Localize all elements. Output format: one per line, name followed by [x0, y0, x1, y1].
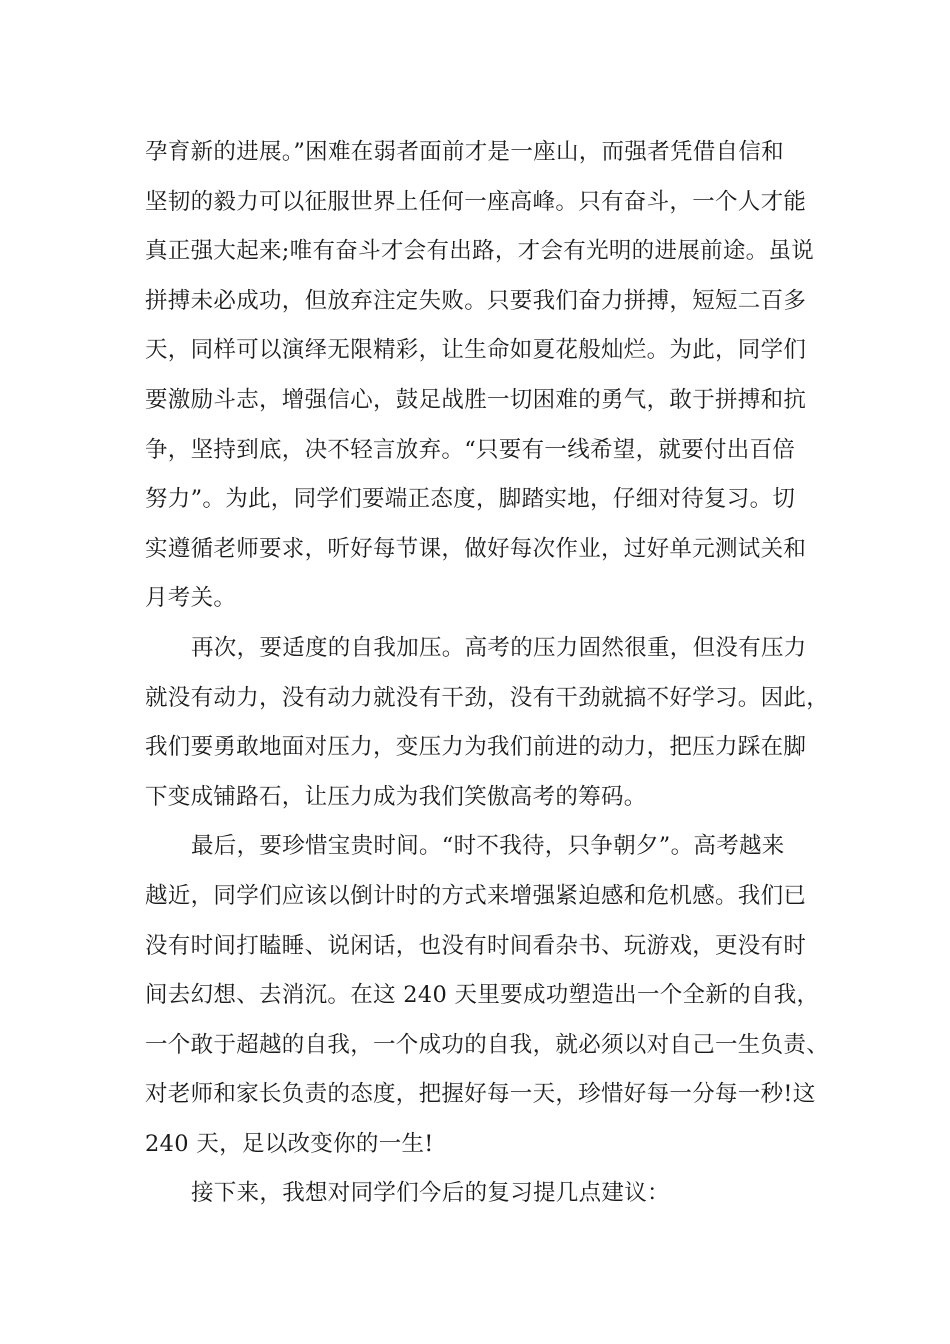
text-line: 再次，要适度的自我加压。高考的压力固然很重，但没有压力 [191, 634, 807, 661]
text-line: 越近，同学们应该以倒计时的方式来增强紧迫感和危机感。我们已 [145, 882, 807, 909]
text-line: 月考关。 [145, 585, 237, 612]
text-line: 实遵循老师要求，听好每节课，做好每次作业，过好单元测试关和 [145, 535, 807, 562]
text-line: 接下来，我想对同学们今后的复习提几点建议： [191, 1180, 670, 1207]
text-line: 坚韧的毅力可以征服世界上任何一座高峰。只有奋斗，一个人才能 [145, 188, 807, 215]
text-line: 下变成铺路石，让压力成为我们笑傲高考的筹码。 [145, 783, 647, 810]
text-line: 要激励斗志，增强信心，鼓足战胜一切困难的勇气，敢于拼搏和抗 [145, 386, 807, 413]
text-line: 我们要勇敢地面对压力，变压力为我们前进的动力，把压力踩在脚 [145, 734, 807, 761]
text-line: 努力”。为此，同学们要端正态度，脚踏实地，仔细对待复习。切 [145, 486, 796, 513]
paragraph-4 [145, 1169, 835, 1219]
text-line: 对老师和家长负责的态度，把握好每一天，珍惜好每一分每一秒!这 [145, 1081, 816, 1108]
text-line: 没有时间打瞌睡、说闲话，也没有时间看杂书、玩游戏，更没有时 [145, 932, 807, 959]
text-line: 就没有动力，没有动力就没有干劲，没有干劲就搞不好学习。因此， [145, 684, 830, 711]
paragraph-3 [145, 822, 835, 1169]
text-line: 天，同样可以演绎无限精彩，让生命如夏花般灿烂。为此，同学们 [145, 337, 807, 364]
text-line: 最后，要珍惜宝贵时间。“时不我待，只争朝夕”。高考越来 [191, 833, 785, 860]
text-line: 拼搏未必成功，但放弃注定失败。只要我们奋力拼搏，短短二百多 [145, 287, 807, 314]
text-line: 争，坚持到底，决不轻言放弃。“只要有一线希望，就要付出百倍 [145, 436, 796, 463]
text-line: 真正强大起来;唯有奋斗才会有出路，才会有光明的进展前途。虽说 [145, 238, 815, 265]
text-line: 一个敢于超越的自我，一个成功的自我，就必须以对自己一生负责、 [145, 1031, 830, 1058]
paragraph-1 [145, 128, 835, 624]
text-line: 间去幻想、去消沉。在这 240 天里要成功塑造出一个全新的自我， [145, 982, 820, 1009]
text-line: 240 天，足以改变你的一生! [145, 1130, 434, 1157]
text-line: 孕育新的进展。”困难在弱者面前才是一座山，而强者凭借自信和 [145, 139, 784, 165]
paragraph-2 [145, 624, 835, 822]
document-body [145, 128, 835, 1219]
